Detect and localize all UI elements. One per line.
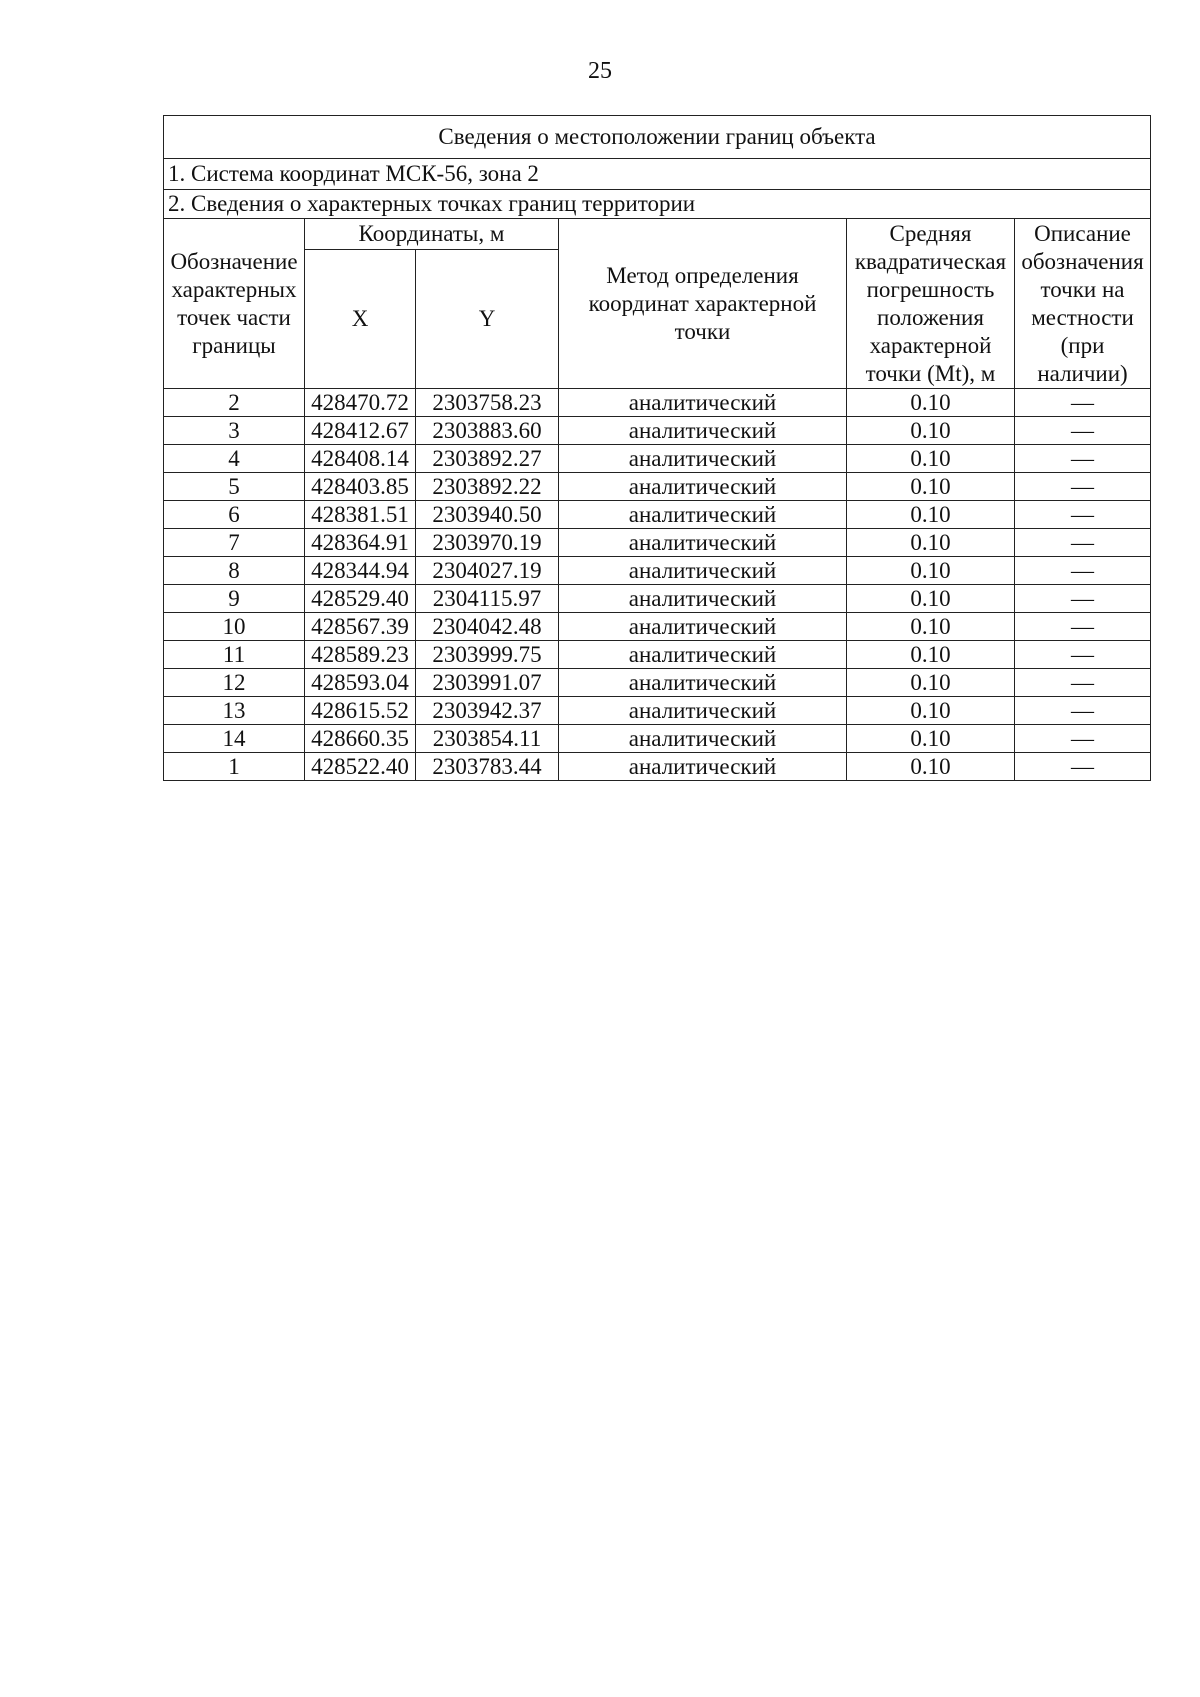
table-row	[164, 641, 1151, 669]
cell-description: —	[1015, 669, 1151, 697]
cell-method: аналитический	[559, 725, 847, 753]
cell-description: —	[1015, 557, 1151, 585]
cell-mean-error: 0.10	[847, 613, 1015, 641]
cell-method: аналитический	[559, 417, 847, 445]
cell-y: 2303999.75	[416, 641, 559, 669]
cell-y: 2303883.60	[416, 417, 559, 445]
table-row	[164, 389, 1151, 417]
cell-description: —	[1015, 697, 1151, 725]
table-row	[164, 613, 1151, 641]
header-point: Обозначение характерных точек части границы	[164, 219, 305, 389]
cell-y: 2303940.50	[416, 501, 559, 529]
header-y: Y	[416, 250, 559, 389]
points-section-row: 2. Сведения о характерных точках границ территории	[164, 190, 1151, 219]
cell-point: 3	[164, 417, 305, 445]
table-row	[164, 585, 1151, 613]
cell-mean-error: 0.10	[847, 529, 1015, 557]
cell-description: —	[1015, 389, 1151, 417]
table-row	[164, 417, 1151, 445]
cell-y: 2303970.19	[416, 529, 559, 557]
cell-x: 428344.94	[305, 557, 416, 585]
cell-x: 428470.72	[305, 389, 416, 417]
cell-method: аналитический	[559, 641, 847, 669]
header-mean-error: Средняя квадратическая погрешность положения характерной точки (Mt), м	[847, 219, 1015, 389]
table-row	[164, 473, 1151, 501]
cell-description: —	[1015, 445, 1151, 473]
cell-method: аналитический	[559, 445, 847, 473]
cell-description: —	[1015, 585, 1151, 613]
cell-y: 2303942.37	[416, 697, 559, 725]
cell-x: 428403.85	[305, 473, 416, 501]
cell-point: 11	[164, 641, 305, 669]
cell-point: 8	[164, 557, 305, 585]
cell-x: 428615.52	[305, 697, 416, 725]
cell-point: 14	[164, 725, 305, 753]
boundary-points-table	[163, 115, 1151, 781]
cell-mean-error: 0.10	[847, 501, 1015, 529]
table-row	[164, 753, 1151, 781]
table-row	[164, 697, 1151, 725]
cell-y: 2304027.19	[416, 557, 559, 585]
cell-mean-error: 0.10	[847, 585, 1015, 613]
cell-description: —	[1015, 529, 1151, 557]
cell-method: аналитический	[559, 613, 847, 641]
table-title: Сведения о местоположении границ объекта	[164, 116, 1151, 159]
cell-y: 2304042.48	[416, 613, 559, 641]
cell-x: 428408.14	[305, 445, 416, 473]
cell-description: —	[1015, 473, 1151, 501]
cell-point: 9	[164, 585, 305, 613]
cell-y: 2303758.23	[416, 389, 559, 417]
cell-mean-error: 0.10	[847, 445, 1015, 473]
cell-point: 5	[164, 473, 305, 501]
table-row	[164, 445, 1151, 473]
cell-mean-error: 0.10	[847, 557, 1015, 585]
cell-method: аналитический	[559, 669, 847, 697]
cell-mean-error: 0.10	[847, 641, 1015, 669]
cell-x: 428529.40	[305, 585, 416, 613]
table-row	[164, 557, 1151, 585]
table-row	[164, 529, 1151, 557]
cell-mean-error: 0.10	[847, 753, 1015, 781]
cell-mean-error: 0.10	[847, 725, 1015, 753]
cell-y: 2303783.44	[416, 753, 559, 781]
cell-x: 428567.39	[305, 613, 416, 641]
cell-mean-error: 0.10	[847, 697, 1015, 725]
header-description: Описание обозначения точки на местности (при наличии)	[1015, 219, 1151, 389]
cell-method: аналитический	[559, 389, 847, 417]
cell-x: 428381.51	[305, 501, 416, 529]
cell-y: 2303892.22	[416, 473, 559, 501]
cell-method: аналитический	[559, 529, 847, 557]
cell-mean-error: 0.10	[847, 669, 1015, 697]
cell-point: 10	[164, 613, 305, 641]
cell-point: 2	[164, 389, 305, 417]
cell-description: —	[1015, 613, 1151, 641]
cell-description: —	[1015, 501, 1151, 529]
coordinate-system-row: 1. Система координат МСК-56, зона 2	[164, 159, 1151, 190]
cell-x: 428364.91	[305, 529, 416, 557]
cell-description: —	[1015, 641, 1151, 669]
cell-x: 428660.35	[305, 725, 416, 753]
cell-y: 2303892.27	[416, 445, 559, 473]
cell-point: 1	[164, 753, 305, 781]
cell-mean-error: 0.10	[847, 417, 1015, 445]
cell-method: аналитический	[559, 585, 847, 613]
cell-x: 428412.67	[305, 417, 416, 445]
cell-point: 4	[164, 445, 305, 473]
cell-point: 13	[164, 697, 305, 725]
cell-point: 12	[164, 669, 305, 697]
cell-y: 2304115.97	[416, 585, 559, 613]
cell-mean-error: 0.10	[847, 473, 1015, 501]
cell-y: 2303854.11	[416, 725, 559, 753]
cell-x: 428589.23	[305, 641, 416, 669]
cell-description: —	[1015, 725, 1151, 753]
cell-description: —	[1015, 753, 1151, 781]
cell-method: аналитический	[559, 557, 847, 585]
table-row	[164, 669, 1151, 697]
page-number: 25	[588, 58, 612, 84]
cell-method: аналитический	[559, 501, 847, 529]
cell-description: —	[1015, 417, 1151, 445]
table-row	[164, 501, 1151, 529]
header-x: X	[305, 250, 416, 389]
cell-x: 428593.04	[305, 669, 416, 697]
header-coordinates: Координаты, м	[305, 219, 559, 250]
cell-mean-error: 0.10	[847, 389, 1015, 417]
cell-method: аналитический	[559, 753, 847, 781]
header-method: Метод определения координат характерной точки	[559, 219, 847, 389]
cell-y: 2303991.07	[416, 669, 559, 697]
cell-x: 428522.40	[305, 753, 416, 781]
cell-point: 7	[164, 529, 305, 557]
cell-point: 6	[164, 501, 305, 529]
table-row	[164, 725, 1151, 753]
cell-method: аналитический	[559, 697, 847, 725]
cell-method: аналитический	[559, 473, 847, 501]
